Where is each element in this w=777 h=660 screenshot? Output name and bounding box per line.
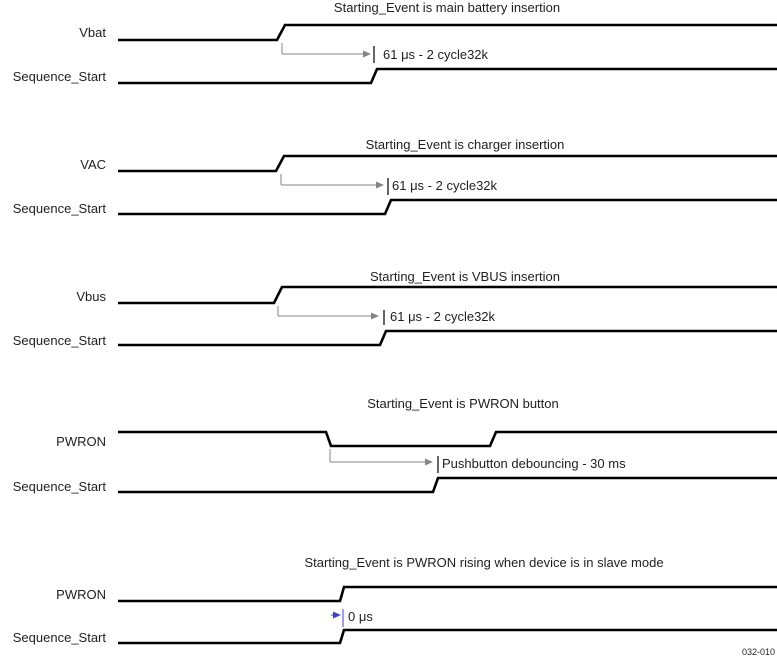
signal-label-vac: VAC xyxy=(80,157,106,172)
sequence-start-waveform-slave xyxy=(118,630,777,643)
arrowhead-right-icon xyxy=(363,51,371,58)
figure-id-label: 032-010 xyxy=(741,647,775,657)
panel-title-charger: Starting_Event is charger insertion xyxy=(365,137,565,152)
signal-label-vbus: Vbus xyxy=(76,289,106,304)
panel-title-vbus: Starting_Event is VBUS insertion xyxy=(369,269,561,284)
sequence-start-waveform-vbus xyxy=(118,331,777,345)
sequence-start-waveform-battery xyxy=(118,69,777,83)
arrowhead-right-icon xyxy=(425,459,433,466)
delay-dimension-line-charger xyxy=(281,174,377,185)
panel-title-pwron-button: Starting_Event is PWRON button xyxy=(367,396,559,411)
signal-label-sequence-start-5: Sequence_Start xyxy=(12,630,106,645)
signal-label-pwron-slave: PWRON xyxy=(56,587,106,602)
signal-label-sequence-start-3: Sequence_Start xyxy=(12,333,106,348)
signal-label-vbat: Vbat xyxy=(79,25,106,40)
signal-label-pwron: PWRON xyxy=(56,434,106,449)
signal-label-sequence-start-4: Sequence_Start xyxy=(12,479,106,494)
annotation-zero-delay: 0 μs xyxy=(348,609,373,624)
arrowhead-right-icon xyxy=(371,313,379,320)
arrowhead-right-icon xyxy=(376,182,384,189)
delay-dimension-line-battery xyxy=(282,43,364,54)
annotation-debounce: Pushbutton debouncing - 30 ms xyxy=(442,456,626,471)
panel-title-battery: Starting_Event is main battery insertion xyxy=(333,0,561,15)
debounce-dimension-line xyxy=(330,449,426,462)
sequence-start-waveform-pwron xyxy=(118,478,777,492)
arrowhead-right-blue-icon xyxy=(333,612,341,619)
vbus-waveform xyxy=(118,287,777,303)
delay-dimension-line-vbus xyxy=(278,306,372,316)
panel-title-pwron-slave: Starting_Event is PWRON rising when device is in slave mode xyxy=(304,555,664,570)
annotation-delay-charger: 61 μs - 2 cycle32k xyxy=(392,178,498,193)
signal-label-sequence-start-1: Sequence_Start xyxy=(12,69,106,84)
sequence-start-waveform-charger xyxy=(118,200,777,214)
pwron-slave-waveform xyxy=(118,587,777,601)
annotation-delay-vbus: 61 μs - 2 cycle32k xyxy=(390,309,496,324)
pwron-button-waveform xyxy=(118,432,777,446)
annotation-delay-battery: 61 μs - 2 cycle32k xyxy=(383,47,489,62)
vbat-waveform xyxy=(118,25,777,40)
signal-label-sequence-start-2: Sequence_Start xyxy=(12,201,106,216)
vac-waveform xyxy=(118,156,777,171)
